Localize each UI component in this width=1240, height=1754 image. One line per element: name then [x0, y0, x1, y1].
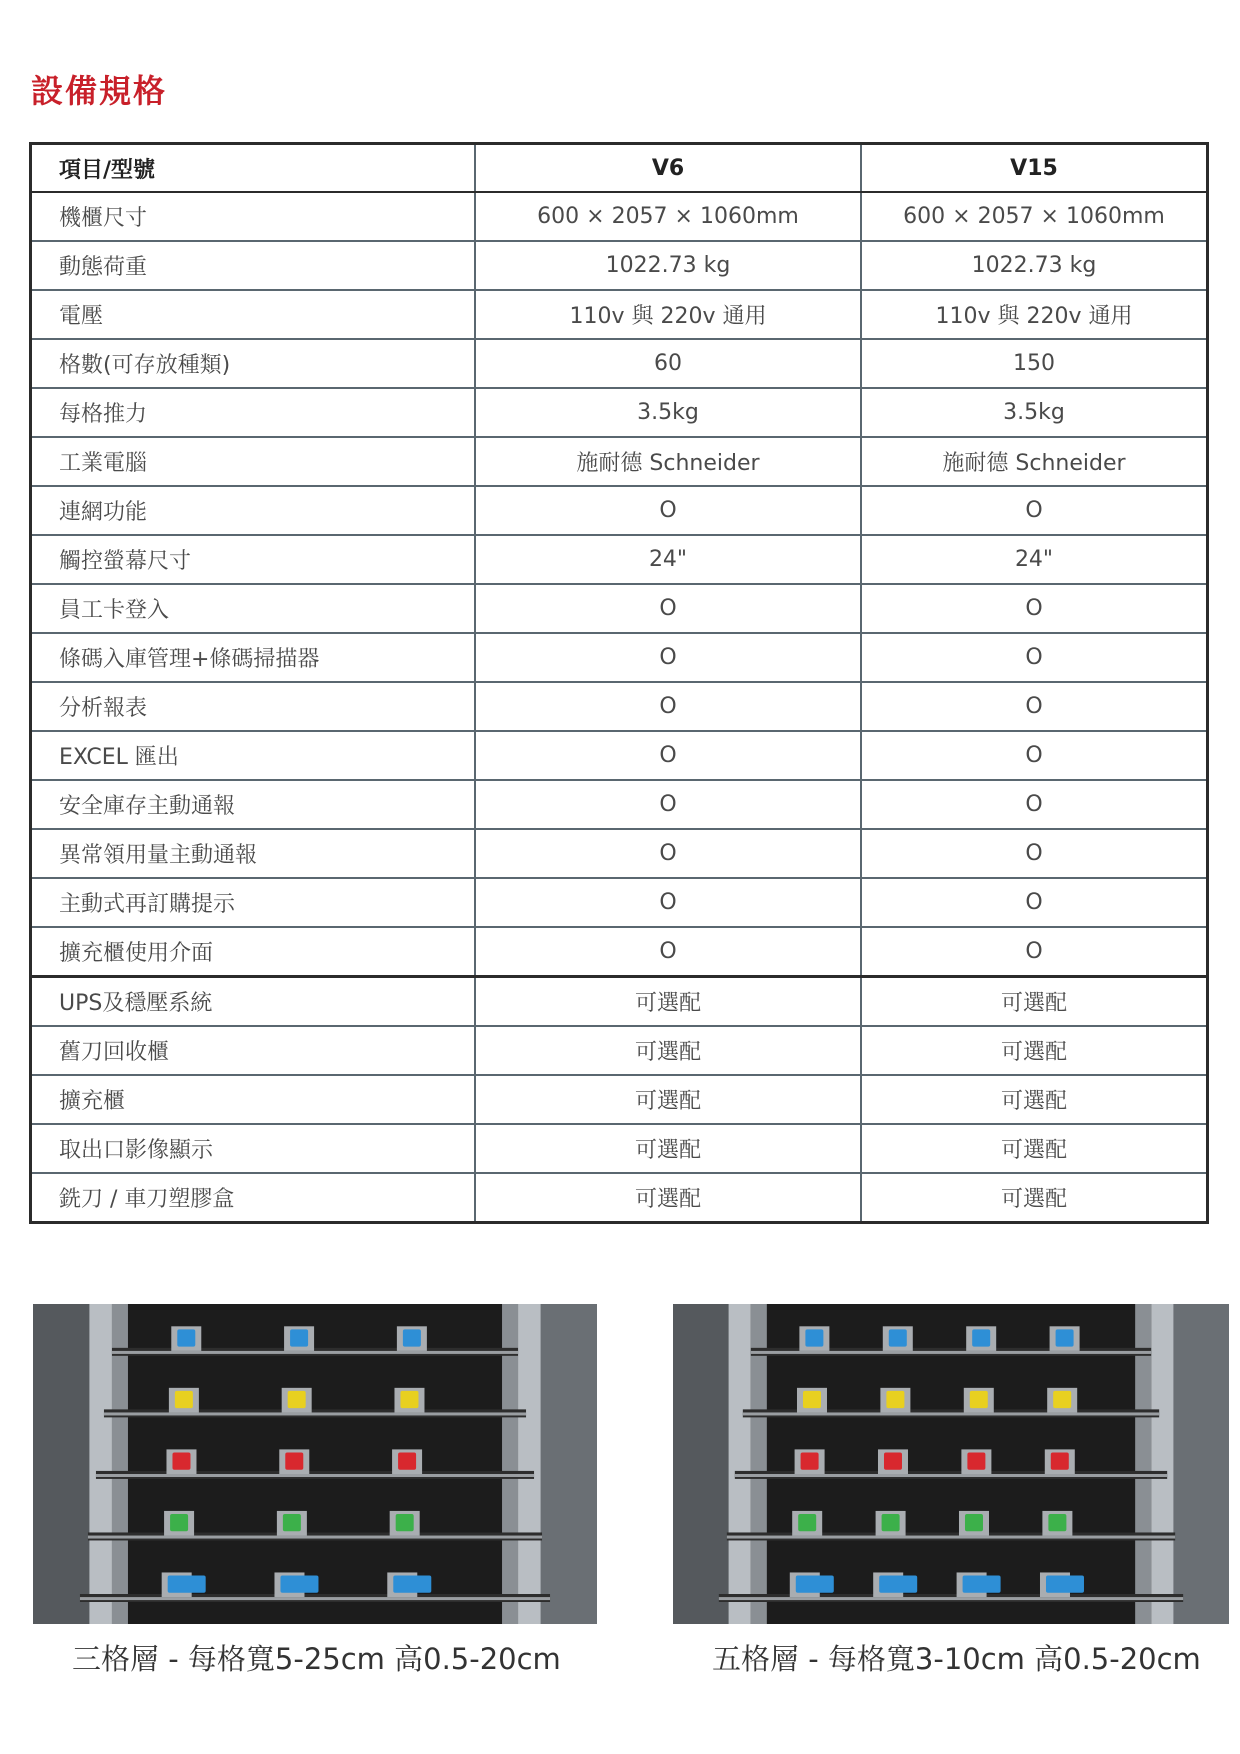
- shelf-edge: [727, 1536, 1175, 1539]
- table-row: [31, 731, 1208, 780]
- tool-box: [1056, 1329, 1074, 1346]
- five-tier-drawer-image: [673, 1304, 1229, 1624]
- tool-box: [172, 1452, 190, 1469]
- row-label: 異常領用量主動通報: [31, 829, 476, 878]
- row-label: 銑刀 / 車刀塑膠盒: [31, 1173, 476, 1223]
- cell-v6: O: [475, 780, 861, 829]
- tool-box: [290, 1329, 308, 1346]
- tool-box: [882, 1514, 900, 1531]
- row-label: 安全庫存主動通報: [31, 780, 476, 829]
- table-row: [31, 682, 1208, 731]
- cabinet-right-frame: [1173, 1304, 1229, 1624]
- row-label: 觸控螢幕尺寸: [31, 535, 476, 584]
- page-title: 設備規格: [31, 72, 168, 110]
- header-item: 項目/型號: [31, 144, 476, 193]
- tool-box: [168, 1576, 206, 1593]
- tool-box: [801, 1452, 819, 1469]
- table-row: [31, 1173, 1208, 1223]
- tool-box: [884, 1452, 902, 1469]
- cell-v15: O: [861, 927, 1208, 977]
- cell-v6: 可選配: [475, 1075, 861, 1124]
- table-row: [31, 192, 1208, 241]
- tool-box: [1053, 1391, 1071, 1408]
- tool-box: [403, 1329, 421, 1346]
- row-label: 電壓: [31, 290, 476, 339]
- cell-v15: 可選配: [861, 1173, 1208, 1223]
- shelf-edge: [88, 1536, 542, 1539]
- row-label: 主動式再訂購提示: [31, 878, 476, 927]
- tool-box: [803, 1391, 821, 1408]
- cabinet-right-frame: [541, 1304, 597, 1624]
- tool-box: [283, 1514, 301, 1531]
- shelf-edge: [80, 1597, 550, 1600]
- tool-box: [400, 1391, 418, 1408]
- cell-v6: 60: [475, 339, 861, 388]
- table-row: [31, 878, 1208, 927]
- row-label: 機櫃尺寸: [31, 192, 476, 241]
- cell-v15: 600 × 2057 × 1060mm: [861, 192, 1208, 241]
- tool-box: [280, 1576, 318, 1593]
- tool-box: [889, 1329, 907, 1346]
- cell-v6: 3.5kg: [475, 388, 861, 437]
- cell-v15: 110v 與 220v 通用: [861, 290, 1208, 339]
- cell-v6: 可選配: [475, 1026, 861, 1075]
- cell-v6: 施耐德 Schneider: [475, 437, 861, 486]
- shelf-edge: [743, 1412, 1159, 1415]
- cell-v6: O: [475, 829, 861, 878]
- shelf-edge: [104, 1412, 526, 1415]
- table-row: [31, 388, 1208, 437]
- cell-v6: O: [475, 682, 861, 731]
- row-label: 工業電腦: [31, 437, 476, 486]
- tool-box: [879, 1576, 917, 1593]
- cell-v15: O: [861, 486, 1208, 535]
- row-label: 條碼入庫管理+條碼掃描器: [31, 633, 476, 682]
- tool-box: [970, 1391, 988, 1408]
- cell-v15: 可選配: [861, 1026, 1208, 1075]
- cell-v6: O: [475, 878, 861, 927]
- cell-v6: 可選配: [475, 977, 861, 1027]
- row-label: 格數(可存放種類): [31, 339, 476, 388]
- cell-v6: 可選配: [475, 1124, 861, 1173]
- table-row: [31, 584, 1208, 633]
- row-label: 每格推力: [31, 388, 476, 437]
- tool-box: [393, 1576, 431, 1593]
- tool-box: [798, 1514, 816, 1531]
- row-label: 分析報表: [31, 682, 476, 731]
- cell-v15: O: [861, 780, 1208, 829]
- table-row: [31, 927, 1208, 977]
- shelf-edge: [719, 1597, 1183, 1600]
- cell-v15: 可選配: [861, 977, 1208, 1027]
- header-v15: V15: [861, 144, 1208, 193]
- cell-v15: 施耐德 Schneider: [861, 437, 1208, 486]
- table-row: [31, 977, 1208, 1027]
- cell-v15: O: [861, 633, 1208, 682]
- tool-box: [1051, 1452, 1069, 1469]
- tool-box: [967, 1452, 985, 1469]
- table-row: [31, 437, 1208, 486]
- tool-box: [796, 1576, 834, 1593]
- tool-box: [177, 1329, 195, 1346]
- table-row: [31, 1075, 1208, 1124]
- cell-v15: 24": [861, 535, 1208, 584]
- tool-box: [965, 1514, 983, 1531]
- cell-v15: 可選配: [861, 1075, 1208, 1124]
- spec-table: [29, 142, 1209, 1224]
- table-row: [31, 633, 1208, 682]
- cell-v15: 150: [861, 339, 1208, 388]
- shelf-edge: [112, 1351, 518, 1354]
- cell-v15: O: [861, 682, 1208, 731]
- tool-box: [1046, 1576, 1084, 1593]
- table-header-row: [31, 144, 1208, 193]
- row-label: UPS及穩壓系統: [31, 977, 476, 1027]
- cell-v6: O: [475, 486, 861, 535]
- table-row: [31, 829, 1208, 878]
- table-row: [31, 1026, 1208, 1075]
- spec-table-body: [31, 192, 1208, 1223]
- cell-v15: 3.5kg: [861, 388, 1208, 437]
- tool-box: [285, 1452, 303, 1469]
- tool-box: [963, 1576, 1001, 1593]
- cell-v6: 可選配: [475, 1173, 861, 1223]
- tool-box: [886, 1391, 904, 1408]
- table-row: [31, 780, 1208, 829]
- cell-v15: O: [861, 878, 1208, 927]
- row-label: 舊刀回收櫃: [31, 1026, 476, 1075]
- cell-v15: 1022.73 kg: [861, 241, 1208, 290]
- tool-box: [288, 1391, 306, 1408]
- cell-v15: O: [861, 829, 1208, 878]
- cell-v6: 1022.73 kg: [475, 241, 861, 290]
- five-tier-drawer-photo: [673, 1304, 1229, 1624]
- three-tier-drawer-image: [33, 1304, 597, 1624]
- tool-box: [805, 1329, 823, 1346]
- row-label: 擴充櫃使用介面: [31, 927, 476, 977]
- row-label: 動態荷重: [31, 241, 476, 290]
- row-label: 員工卡登入: [31, 584, 476, 633]
- cell-v6: 24": [475, 535, 861, 584]
- tool-box: [972, 1329, 990, 1346]
- table-row: [31, 290, 1208, 339]
- cell-v6: O: [475, 731, 861, 780]
- tool-box: [396, 1514, 414, 1531]
- cell-v6: O: [475, 584, 861, 633]
- row-label: 連網功能: [31, 486, 476, 535]
- table-row: [31, 1124, 1208, 1173]
- tool-box: [1048, 1514, 1066, 1531]
- photo-caption-three-tier: 三格層 - 每格寬5-25cm 高0.5-20cm: [72, 1642, 561, 1676]
- tool-box: [398, 1452, 416, 1469]
- header-v6: V6: [475, 144, 861, 193]
- cabinet-left-frame: [673, 1304, 729, 1624]
- shelf-edge: [96, 1474, 534, 1477]
- table-row: [31, 241, 1208, 290]
- cell-v15: O: [861, 584, 1208, 633]
- row-label: 擴充櫃: [31, 1075, 476, 1124]
- cell-v6: O: [475, 633, 861, 682]
- cell-v15: 可選配: [861, 1124, 1208, 1173]
- cell-v6: 600 × 2057 × 1060mm: [475, 192, 861, 241]
- photo-caption-five-tier: 五格層 - 每格寬3-10cm 高0.5-20cm: [712, 1642, 1201, 1676]
- cell-v15: O: [861, 731, 1208, 780]
- cabinet-left-frame: [33, 1304, 89, 1624]
- table-row: [31, 535, 1208, 584]
- tool-box: [170, 1514, 188, 1531]
- table-row: [31, 339, 1208, 388]
- table-row: [31, 486, 1208, 535]
- cell-v6: 110v 與 220v 通用: [475, 290, 861, 339]
- shelf-edge: [751, 1351, 1151, 1354]
- cell-v6: O: [475, 927, 861, 977]
- tool-box: [175, 1391, 193, 1408]
- shelf-edge: [735, 1474, 1167, 1477]
- row-label: 取出口影像顯示: [31, 1124, 476, 1173]
- three-tier-drawer-photo: [33, 1304, 597, 1624]
- row-label: EXCEL 匯出: [31, 731, 476, 780]
